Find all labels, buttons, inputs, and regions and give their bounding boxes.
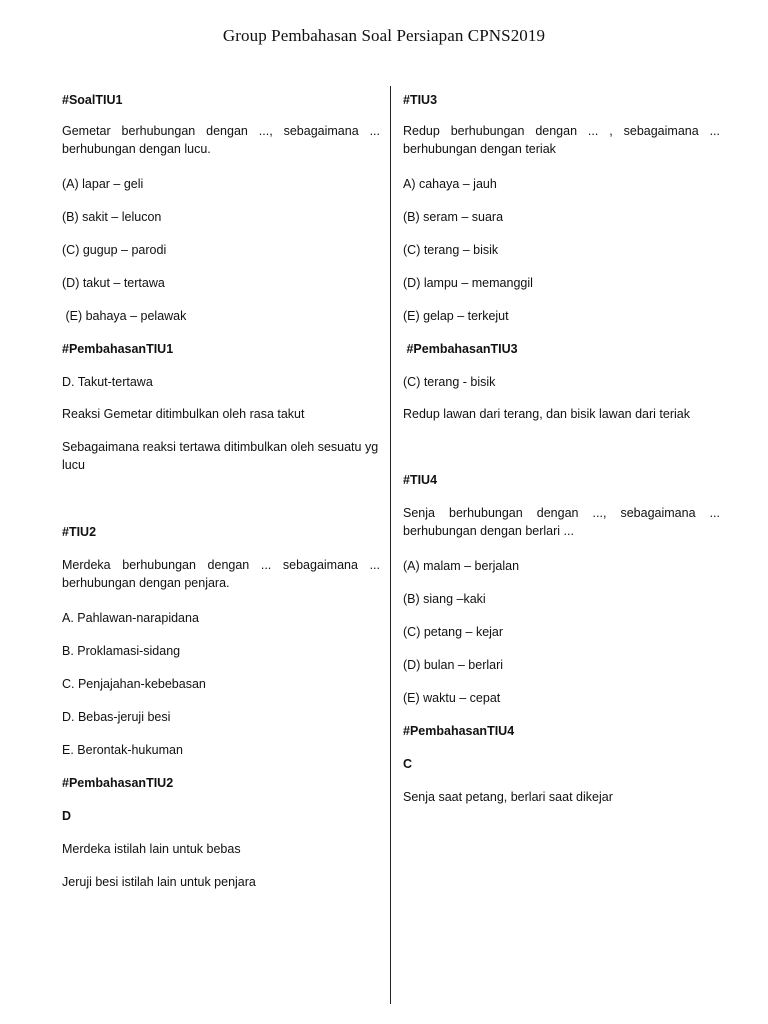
- answer-option: (A) malam – berjalan: [403, 559, 520, 573]
- explanation-text: Merdeka istilah lain untuk bebas: [62, 842, 241, 856]
- answer-option: C. Penjajahan-kebebasan: [62, 677, 206, 691]
- answer-option: (B) seram – suara: [403, 210, 504, 224]
- question-tag: #TIU2: [62, 525, 97, 539]
- answer-option: E. Berontak-hukuman: [62, 743, 183, 757]
- explanation-text: Redup lawan dari terang, dan bisik lawan dari teriak: [403, 407, 690, 421]
- correct-answer: D. Takut-tertawa: [62, 375, 153, 389]
- answer-option: A. Pahlawan-narapidana: [62, 611, 199, 625]
- answer-option: (C) gugup – parodi: [62, 243, 167, 257]
- correct-answer: C: [403, 757, 413, 771]
- column-divider: [390, 86, 391, 1004]
- answer-option: (D) takut – tertawa: [62, 276, 165, 290]
- answer-option: (D) bulan – berlari: [403, 658, 504, 672]
- explanation-text: Jeruji besi istilah lain untuk penjara: [62, 875, 256, 889]
- answer-option: (A) lapar – geli: [62, 177, 144, 191]
- discussion-tag: #PembahasanTIU1: [62, 342, 174, 356]
- answer-option: (D) lampu – memanggil: [403, 276, 533, 290]
- answer-option: (B) siang –kaki: [403, 592, 486, 606]
- answer-option: (E) waktu – cepat: [403, 691, 501, 705]
- explanation-text: Sebagaimana reaksi tertawa ditimbulkan oleh sesuatu yg lucu: [62, 440, 379, 472]
- correct-answer: D: [62, 809, 72, 823]
- answer-option: (C) petang – kejar: [403, 625, 504, 639]
- answer-option: A) cahaya – jauh: [403, 177, 497, 191]
- question-text: Gemetar berhubungan dengan ..., sebagaimana ... berhubungan dengan lucu.: [62, 124, 380, 156]
- explanation-text: Reaksi Gemetar ditimbulkan oleh rasa takut: [62, 407, 305, 421]
- discussion-tag: #PembahasanTIU2: [62, 776, 174, 790]
- question-tag: #SoalTIU1: [62, 93, 123, 107]
- question-tag: #TIU3: [403, 93, 438, 107]
- answer-option: (C) terang – bisik: [403, 243, 499, 257]
- question-text: Senja berhubungan dengan ..., sebagaimana ... berhubungan dengan berlari ...: [403, 506, 720, 538]
- answer-option: B. Proklamasi-sidang: [62, 644, 181, 658]
- discussion-tag: #PembahasanTIU4: [403, 724, 515, 738]
- question-tag: #TIU4: [403, 473, 438, 487]
- question-text: Redup berhubungan dengan ... , sebagaimana ... berhubungan dengan teriak: [403, 124, 720, 156]
- correct-answer: (C) terang - bisik: [403, 375, 496, 389]
- discussion-tag: #PembahasanTIU3: [403, 342, 518, 356]
- question-text: Merdeka berhubungan dengan ... sebagaimana ... berhubungan dengan penjara.: [62, 558, 380, 590]
- answer-option: D. Bebas-jeruji besi: [62, 710, 171, 724]
- explanation-text: Senja saat petang, berlari saat dikejar: [403, 790, 613, 804]
- page-title: Group Pembahasan Soal Persiapan CPNS2019: [222, 26, 546, 45]
- answer-option: (E) gelap – terkejut: [403, 309, 509, 323]
- answer-option: (E) bahaya – pelawak: [62, 309, 187, 323]
- answer-option: (B) sakit – lelucon: [62, 210, 162, 224]
